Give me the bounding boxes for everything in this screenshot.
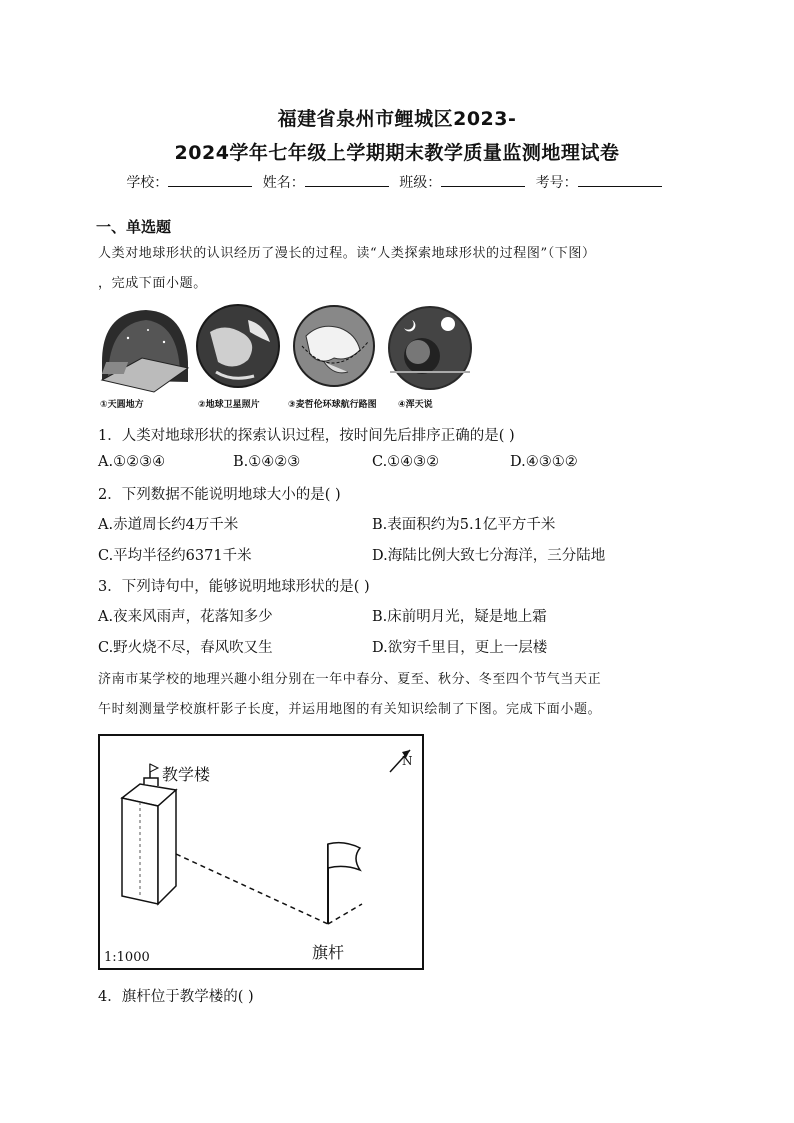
earth-shape-figure-svg [98, 302, 478, 412]
name-blank[interactable] [305, 172, 389, 187]
intro2-line2: 午时刻测量学校旗杆影子长度，并运用地图的有关知识绘制了下图。完成下面小题。 [98, 702, 602, 717]
map-scale: 1:1000 [104, 950, 150, 965]
question-3-option-b[interactable]: B.床前明月光，疑是地上霜 [372, 609, 547, 625]
north-label: N [402, 754, 413, 768]
armillary-theory-image [388, 306, 472, 390]
section-title: 一、单选题 [96, 218, 172, 236]
flagpole-map-figure [98, 734, 424, 970]
name-label: 姓名： [262, 175, 305, 191]
exam-number-blank[interactable] [578, 172, 662, 187]
school-blank[interactable] [168, 172, 252, 187]
figure1-caption-1: ①天圆地方 [100, 400, 144, 410]
question-3-option-a[interactable]: A.夜来风雨声，花落知多少 [98, 609, 273, 625]
intro2-line1: 济南市某学校的地理兴趣小组分别在一年中春分、夏至、秋分、冬至四个节气当天正 [98, 672, 602, 687]
question-2-option-b[interactable]: B.表面积约为5.1亿平方千米 [372, 517, 556, 533]
intro1-line2: ，完成下面小题。 [98, 276, 207, 291]
flagpole-shape [328, 843, 360, 924]
figure1-caption-4: ④浑天说 [398, 400, 433, 410]
earth-satellite-photo-image [196, 304, 280, 388]
student-info-line [0, 172, 794, 192]
heaven-round-earth-square-image [102, 310, 188, 392]
school-label: 学校： [126, 175, 169, 191]
question-2-stem: 2．下列数据不能说明地球大小的是( ) [98, 487, 341, 503]
question-4-stem: 4．旗杆位于教学楼的( ) [98, 989, 254, 1005]
question-2-option-c[interactable]: C.平均半径约6371千米 [98, 548, 252, 564]
question-3-option-d[interactable]: D.欲穷千里目，更上一层楼 [372, 640, 548, 656]
question-2-option-a[interactable]: A.赤道周长约4万千米 [98, 517, 239, 533]
question-3-option-c[interactable]: C.野火烧不尽，春风吹又生 [98, 640, 273, 656]
question-1-option-c[interactable]: C.①④③② [372, 454, 440, 470]
question-1-option-a[interactable]: A.①②③④ [98, 454, 166, 470]
shadow-line-short [328, 904, 362, 924]
exam-number-label: 考号： [535, 175, 578, 191]
page-title-line1: 福建省泉州市鲤城区2023- [277, 108, 517, 130]
shadow-line-long [176, 854, 328, 924]
question-2-option-d[interactable]: D.海陆比例大致七分海洋，三分陆地 [372, 548, 606, 564]
figure1-caption-3: ③麦哲伦环球航行路图 [288, 400, 377, 410]
figure1-caption-2: ②地球卫星照片 [198, 400, 260, 410]
question-1-option-d[interactable]: D.④③①② [510, 454, 578, 470]
class-label: 班级： [399, 175, 442, 191]
magellan-voyage-map-image [294, 306, 374, 386]
teaching-building-shape [122, 764, 176, 904]
intro1-line1: 人类对地球形状的认识经历了漫长的过程。读“人类探索地球形状的过程图”（下图） [98, 246, 596, 261]
flagpole-map-svg [100, 736, 422, 968]
flagpole-label: 旗杆 [312, 943, 345, 962]
question-3-stem: 3．下列诗句中，能够说明地球形状的是( ) [98, 579, 370, 595]
question-1-option-b[interactable]: B.①④②③ [233, 454, 301, 470]
question-1-stem: 1．人类对地球形状的探索认识过程，按时间先后排序正确的是( ) [98, 428, 515, 444]
page-title-line2: 2024学年七年级上学期期末教学质量监测地理试卷 [174, 142, 620, 164]
teaching-building-label: 教学楼 [162, 765, 211, 784]
class-blank[interactable] [441, 172, 525, 187]
earth-shape-figure [98, 302, 478, 412]
